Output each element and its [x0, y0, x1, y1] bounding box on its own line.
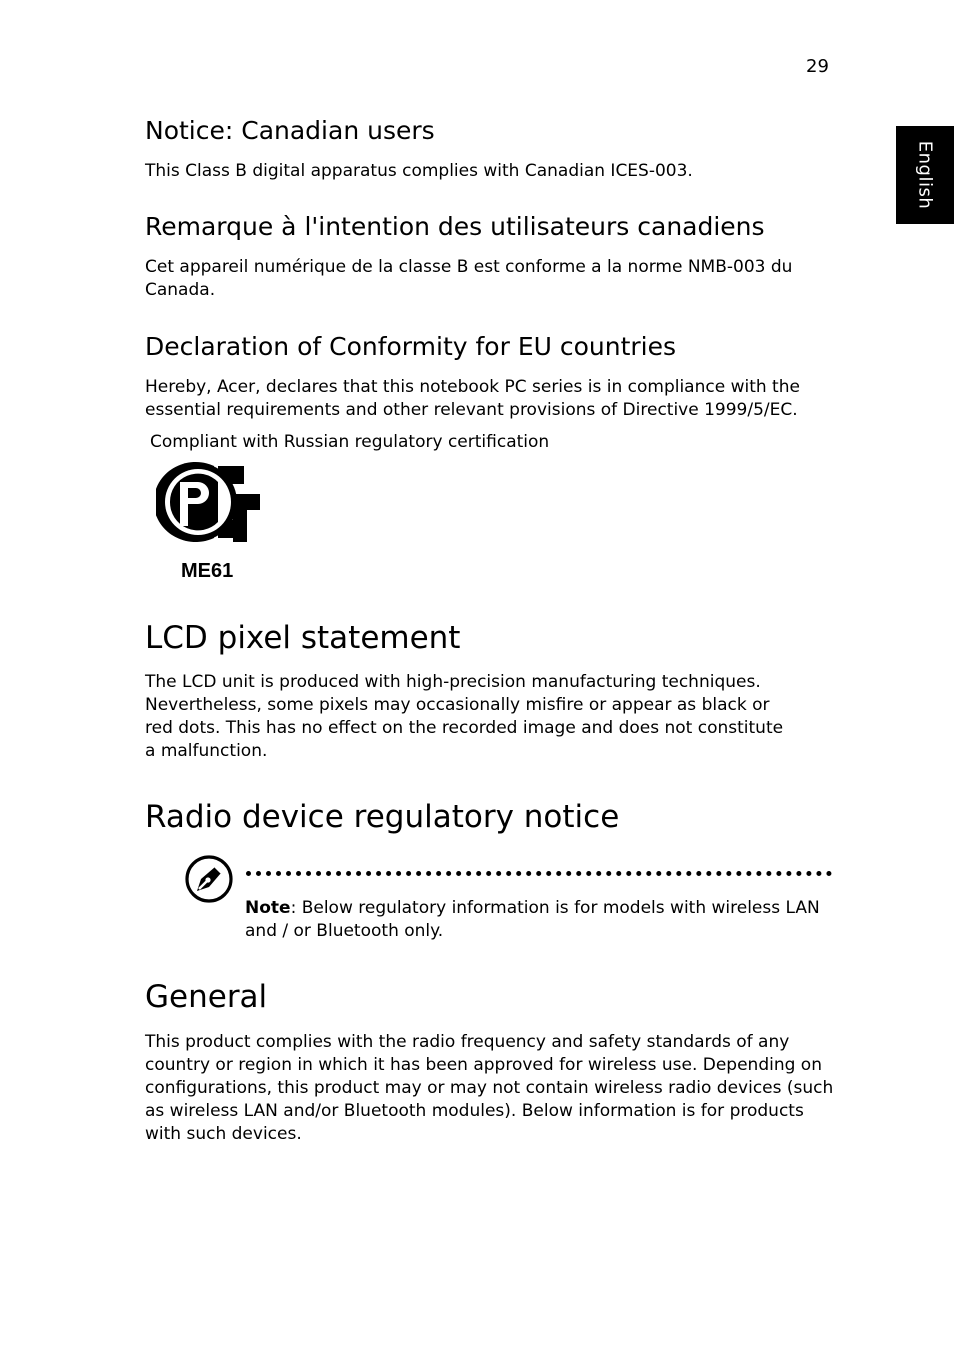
note-divider — [246, 871, 832, 876]
russian-cert-note: Compliant with Russian regulatory certification — [150, 432, 550, 452]
canadian-heading: Notice: Canadian users — [145, 116, 435, 145]
radio-note — [245, 897, 825, 943]
eu-heading: Declaration of Conformity for EU countries — [145, 332, 677, 361]
note-text: : Below regulatory information is for models with wireless LAN and / or Bluetooth only. — [245, 898, 820, 941]
canadian-fr-body: Cet appareil numérique de la classe B est conforme a la norme NMB-003 du Canada. — [145, 257, 793, 300]
note-label: Note — [245, 898, 291, 918]
canadian-fr-heading: Remarque à l'intention des utilisateurs canadiens — [145, 212, 765, 241]
pct-certification-logo — [156, 458, 264, 546]
radio-heading: Radio device regulatory notice — [145, 799, 620, 835]
lcd-body: The LCD unit is produced with high-precision manufacturing techniques. Nevertheless, some pixels may occasionally misfire or appear as black or red dots. This has no effect on the recorded image and does not constitute a malfunction. — [145, 672, 784, 761]
canadian-body: This Class B digital apparatus complies with Canadian ICES-003. — [145, 161, 693, 181]
general-body: This product complies with the radio frequency and safety standards of any country or region in which it has been approved for wireless use. Depending on configurations, this product may or may not contain wireless radio devices (such as wireless LAN and/or Bluetooth modules). Below information is for products with such devices. — [145, 1032, 834, 1144]
page-number: 29 — [806, 56, 829, 77]
eu-body: Hereby, Acer, declares that this notebook PC series is in compliance with the essential requirements and other relevant provisions of Directive 1999/5/EC. — [145, 377, 800, 420]
cert-code: ME61 — [181, 560, 234, 582]
language-tab — [896, 126, 954, 224]
language-tab-label: English — [914, 140, 936, 210]
lcd-heading: LCD pixel statement — [145, 620, 461, 656]
note-pen-icon — [185, 855, 233, 903]
general-heading: General — [145, 979, 268, 1015]
